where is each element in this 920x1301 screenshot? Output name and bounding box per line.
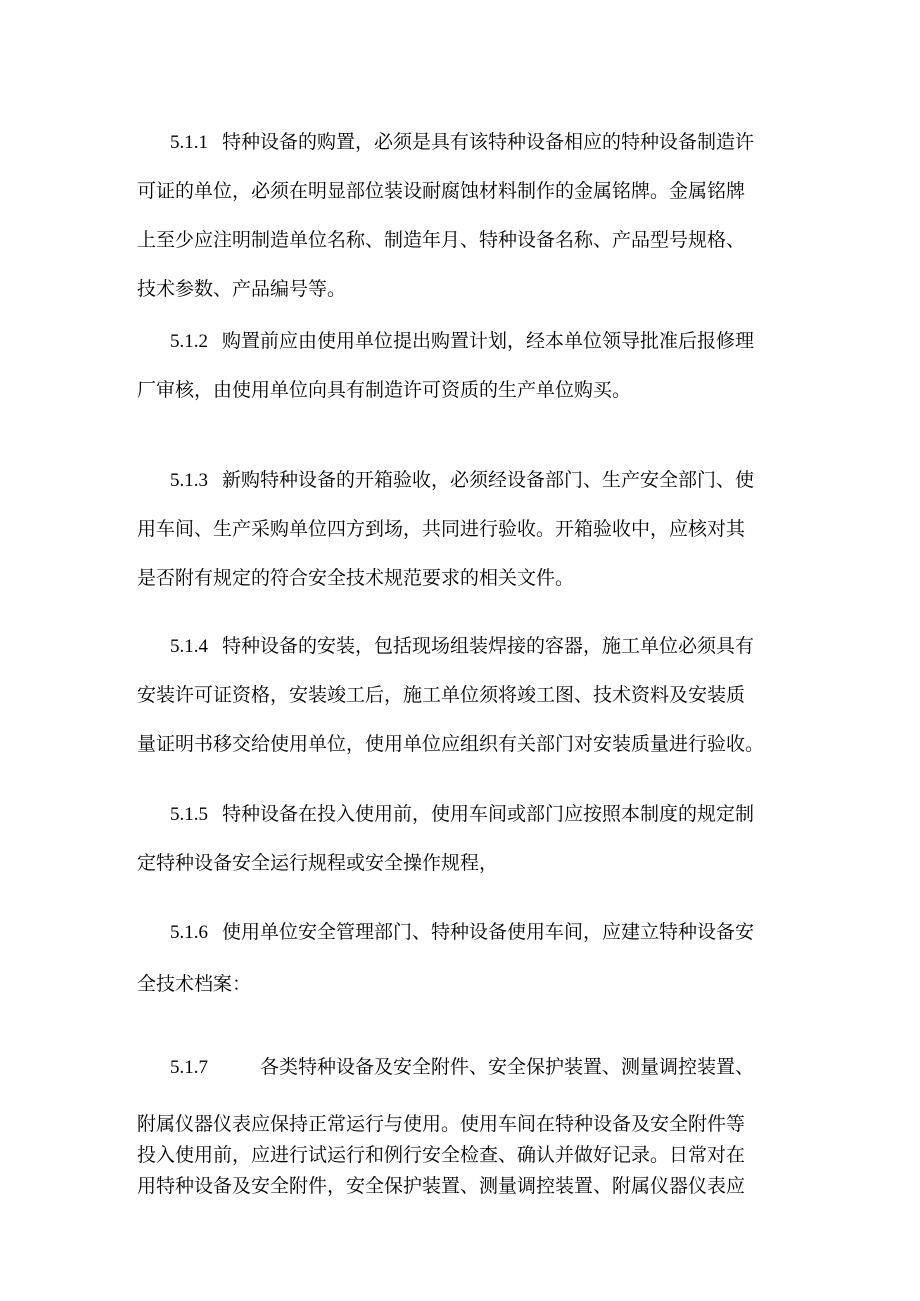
paragraph-5-1-3 — [137, 462, 797, 609]
paragraph-5-1-2 — [137, 323, 797, 421]
paragraph-line — [137, 462, 797, 511]
paragraph-line: 可证的单位，必须在明显部位装设耐腐蚀材料制作的金属铭牌。金属铭牌 — [137, 180, 746, 202]
paragraph-line: 用车间、生产采购单位四方到场，共同进行验收。开箱验收中，应核对其 — [137, 518, 746, 540]
line-text: 特种设备在投入使用前，使用车间或部门应按照本制度的规定制 — [222, 803, 755, 825]
paragraph-5-1-7 — [137, 1049, 797, 1202]
paragraph-line — [137, 124, 797, 173]
line-text: 购置前应由使用单位提出购置计划，经本单位领导批准后报修理 — [222, 330, 755, 352]
section-number: 5.1.6 — [170, 922, 208, 943]
paragraph-5-1-4 — [137, 628, 797, 775]
line-text: 使用单位安全管理部门、特种设备使用车间，应建立特种设备安 — [222, 921, 755, 943]
paragraph-5-1-5 — [137, 796, 797, 894]
paragraph-line — [137, 628, 797, 677]
paragraph-line: 全技术档案： — [137, 973, 252, 995]
paragraph-line: 技术参数、产品编号等。 — [137, 278, 347, 300]
paragraph-line — [137, 796, 797, 845]
paragraph-line: 厂审核，由使用单位向具有制造许可资质的生产单位购买。 — [137, 379, 632, 401]
section-number: 5.1.3 — [170, 470, 208, 491]
section-number: 5.1.7 — [170, 1057, 208, 1078]
paragraph-line: 安装许可证资格，安装竣工后，施工单位须将竣工图、技术资料及安装质 — [137, 684, 746, 706]
paragraph-5-1-1 — [137, 124, 797, 320]
paragraph-line — [137, 1049, 797, 1109]
paragraph-line: 投入使用前，应进行试运行和例行安全检查、确认并做好记录。日常对在 — [137, 1144, 746, 1166]
paragraph-5-1-6 — [137, 914, 797, 1018]
section-number: 5.1.1 — [170, 132, 208, 153]
paragraph-line: 是否附有规定的符合安全技术规范要求的相关文件。 — [137, 567, 575, 589]
paragraph-line: 用特种设备及安全附件，安全保护装置、测量调控装置、附属仪器仪表应 — [137, 1175, 746, 1197]
paragraph-line — [137, 914, 797, 966]
line-text: 特种设备的购置，必须是具有该特种设备相应的特种设备制造许 — [222, 131, 755, 153]
section-number: 5.1.5 — [170, 804, 208, 825]
paragraph-line: 定特种设备安全运行规程或安全操作规程， — [137, 852, 499, 874]
line-text: 新购特种设备的开箱验收，必须经设备部门、生产安全部门、使 — [222, 469, 755, 491]
section-number: 5.1.2 — [170, 331, 208, 352]
section-number: 5.1.4 — [170, 636, 208, 657]
line-text: 特种设备的安装，包括现场组装焊接的容器，施工单位必须具有 — [222, 635, 755, 657]
paragraph-line: 上至少应注明制造单位名称、制造年月、特种设备名称、产品型号规格、 — [137, 229, 746, 251]
paragraph-line — [137, 323, 797, 372]
line-text: 各类特种设备及安全附件、安全保护装置、测量调控装置、 — [260, 1056, 755, 1078]
paragraph-line: 量证明书移交给使用单位，使用单位应组织有关部门对安装质量进行验收。 — [137, 733, 765, 755]
paragraph-line: 附属仪器仪表应保持正常运行与使用。使用车间在特种设备及安全附件等 — [137, 1113, 746, 1135]
